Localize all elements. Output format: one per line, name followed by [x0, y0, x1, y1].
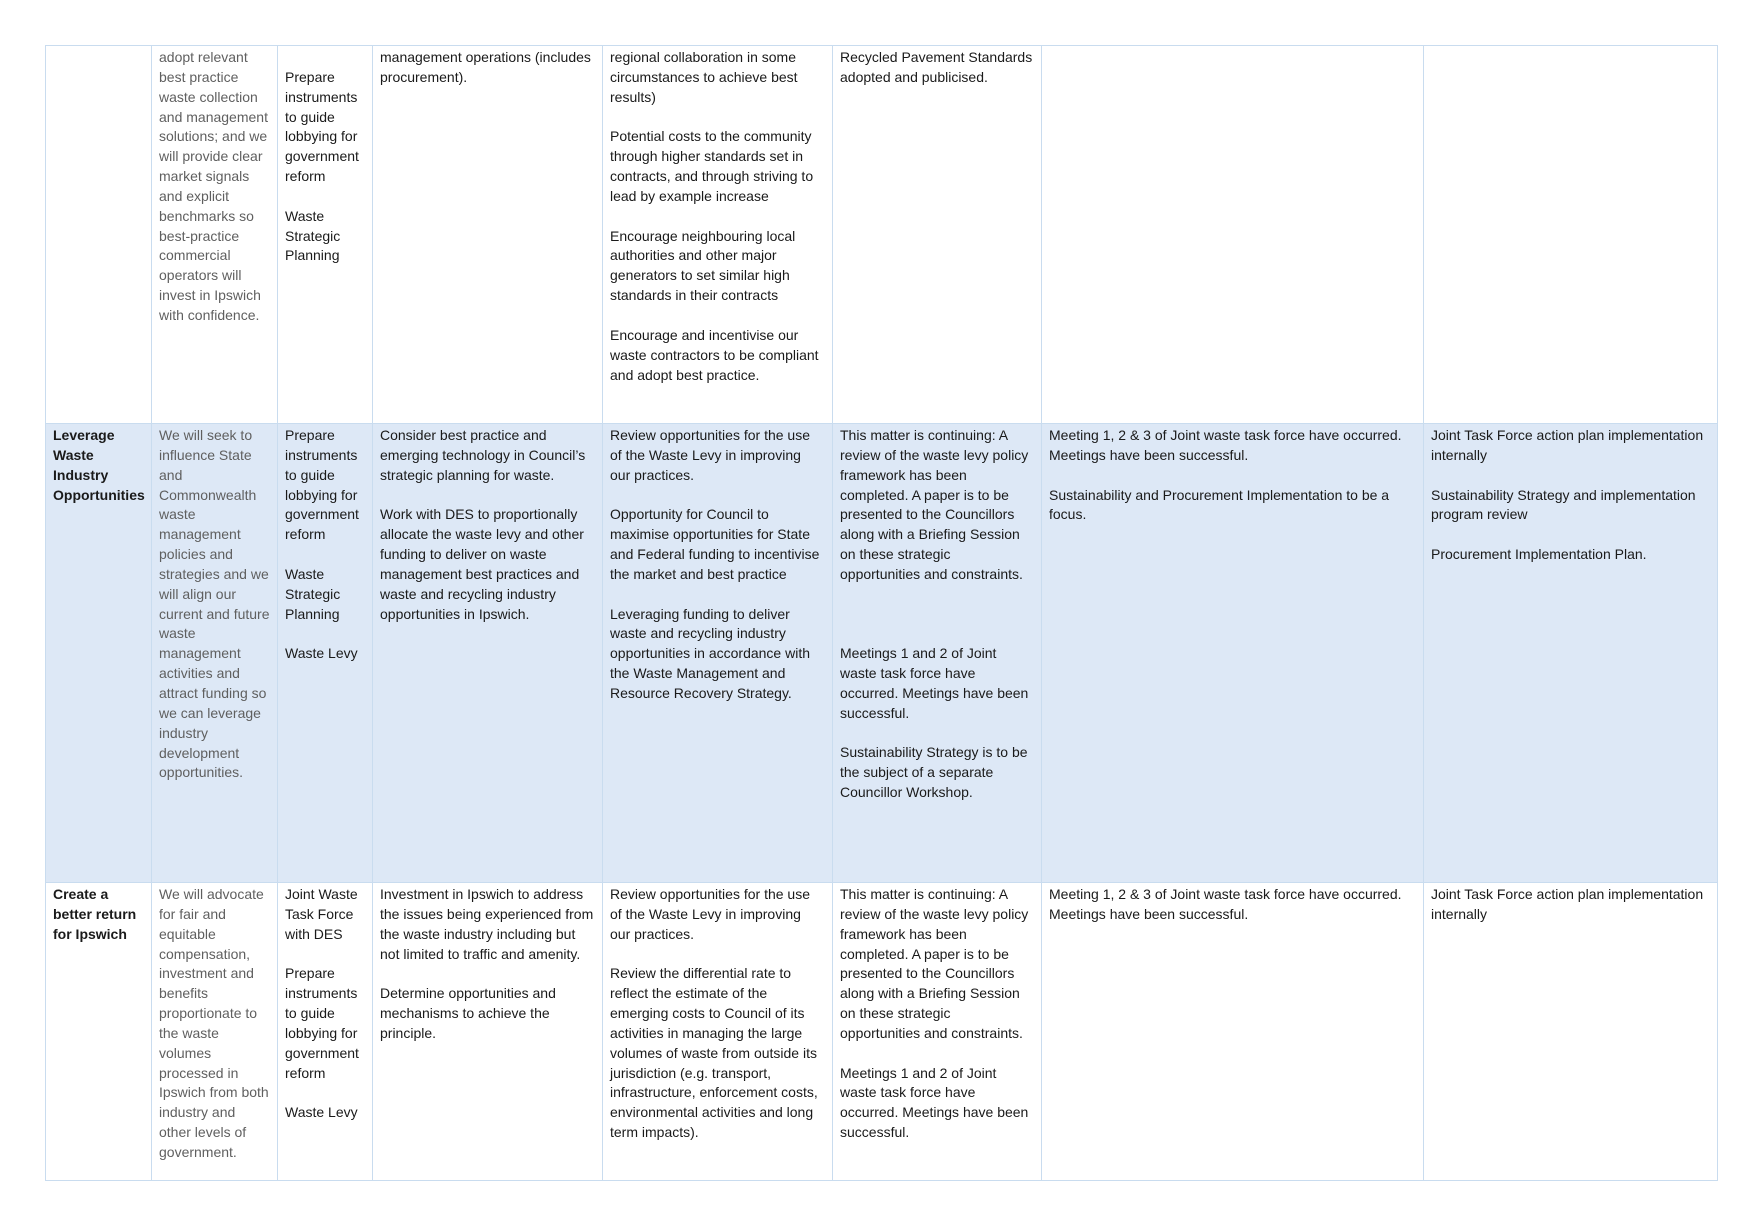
status-text: Sustainability Strategy is to be the subject of a separate Councillor Workshop.: [840, 744, 1028, 801]
table-row: [46, 424, 1718, 883]
action-text: Consider best practice and emerging technology in Council’s strategic planning for waste.: [380, 427, 586, 483]
action-text: management operations (includes procurement).: [380, 49, 591, 85]
commitment-cell: [152, 46, 278, 424]
commitment-cell: [152, 883, 278, 1181]
status-text: Meetings 1 and 2 of Joint waste task force have occurred. Meetings have been successful.: [840, 645, 1029, 721]
table-row: [46, 883, 1718, 1181]
progress-text: Meeting 1, 2 & 3 of Joint waste task force have occurred. Meetings have been successful.: [1049, 427, 1402, 463]
mechanism-text: Joint Waste Task Force with DES: [285, 886, 358, 942]
commitment-cell: [152, 424, 278, 883]
status-cell: [833, 883, 1042, 1181]
progress-text: Sustainability and Procurement Implementation to be a focus.: [1049, 486, 1390, 523]
table-row: [46, 46, 1718, 424]
strategy-table: [45, 45, 1718, 1181]
consideration-text: Review opportunities for the use of the Waste Levy in improving our practices.: [610, 427, 810, 483]
next-step-text: Joint Task Force action plan implementation internally: [1431, 427, 1704, 463]
progress-cell: [1042, 46, 1424, 424]
theme-cell: [46, 883, 152, 1181]
next-step-text: Joint Task Force action plan implementation internally: [1431, 886, 1704, 922]
actions-cell: [373, 424, 603, 883]
mechanisms-cell: [278, 424, 373, 883]
action-text: Investment in Ipswich to address the issues being experienced from the waste industry including but not limited to traffic and amenity.: [380, 886, 594, 962]
mechanism-text: Waste Levy: [285, 645, 358, 662]
actions-cell: [373, 883, 603, 1181]
considerations-cell: [603, 424, 833, 883]
next-steps-cell: [1424, 46, 1718, 424]
status-cell: [833, 46, 1042, 424]
next-step-text: Procurement Implementation Plan.: [1431, 546, 1647, 563]
action-text: Determine opportunities and mechanisms to achieve the principle.: [380, 985, 556, 1041]
consideration-text: Leveraging funding to deliver waste and recycling industry opportunities in accordance with the Waste Management and Resource Recovery Strategy.: [610, 605, 811, 701]
status-cell: [833, 424, 1042, 883]
theme-cell: [46, 46, 152, 424]
mechanisms-cell: [278, 883, 373, 1181]
mechanism-text: Waste Strategic Planning: [285, 565, 341, 622]
consideration-text: Encourage neighbouring local authorities and other major generators to set similar high standards in their contracts: [610, 227, 796, 304]
mechanism-text: Prepare instruments to guide lobbying for government reform: [285, 427, 359, 543]
next-step-text: Sustainability Strategy and implementation program review: [1431, 486, 1696, 523]
theme-label: Leverage Waste Industry Opportunities: [53, 427, 145, 503]
consideration-text: Encourage and incentivise our waste contractors to be compliant and adopt best practice.: [610, 326, 819, 383]
consideration-text: Review opportunities for the use of the Waste Levy in improving our practices.: [610, 886, 810, 942]
mechanism-text: Prepare instruments to guide lobbying for government reform: [285, 68, 359, 185]
progress-cell: [1042, 424, 1424, 883]
status-text: Meetings 1 and 2 of Joint waste task force have occurred. Meetings have been successful.: [840, 1064, 1029, 1141]
considerations-cell: [603, 883, 833, 1181]
status-text: This matter is continuing: A review of the waste levy policy framework has been completed. A paper is to be presented to the Councillors along with a Briefing Session on these strategic opportunities and constraints.: [840, 427, 1029, 582]
next-steps-cell: [1424, 424, 1718, 883]
progress-text: Meeting 1, 2 & 3 of Joint waste task force have occurred. Meetings have been successful.: [1049, 886, 1402, 922]
mechanism-text: Waste Strategic Planning: [285, 207, 341, 264]
commitment-text: adopt relevant best practice waste collection and management solutions; and we will provide clear market signals and explicit benchmarks so best-practice commercial operators will invest in Ipswich with confidence.: [159, 49, 268, 323]
mechanisms-cell: [278, 46, 373, 424]
mechanism-text: Waste Levy: [285, 1104, 358, 1121]
consideration-text: regional collaboration in some circumstances to achieve best results): [610, 49, 798, 105]
consideration-text: Review the differential rate to reflect the estimate of the emerging costs to Council of its activities in managing the large volumes of waste from outside its jurisdiction (e.g. transport, infrastructure, enforcement costs, environmental activities and long term impacts).: [610, 965, 818, 1141]
commitment-text: We will advocate for fair and equitable compensation, investment and benefits proportionate to the waste volumes processed in Ipswich from both industry and other levels of government.: [159, 886, 269, 1160]
progress-cell: [1042, 883, 1424, 1181]
mechanism-text: Prepare instruments to guide lobbying for government reform: [285, 965, 359, 1081]
actions-cell: [373, 46, 603, 424]
considerations-cell: [603, 46, 833, 424]
status-text: Recycled Pavement Standards adopted and publicised.: [840, 49, 1033, 85]
next-steps-cell: [1424, 883, 1718, 1181]
consideration-text: Potential costs to the community through higher standards set in contracts, and through striving to lead by example increase: [610, 128, 814, 204]
action-text: Work with DES to proportionally allocate the waste levy and other funding to deliver on waste management best practices and waste and recycling industry opportunities in Ipswich.: [380, 506, 584, 622]
status-text: This matter is continuing: A review of the waste levy policy framework has been completed. A paper is to be presented to the Councillors along with a Briefing Session on these strategic opportunities and constraints.: [840, 886, 1029, 1041]
consideration-text: Opportunity for Council to maximise opportunities for State and Federal funding to incentivise the market and best practice: [610, 506, 820, 582]
theme-label: Create a better return for Ipswich: [53, 886, 137, 942]
theme-cell: [46, 424, 152, 883]
commitment-text: We will seek to influence State and Commonwealth waste management policies and strategies and we will align our current and future waste management activities and attract funding so we can leverage industry development opportunities.: [159, 427, 270, 781]
